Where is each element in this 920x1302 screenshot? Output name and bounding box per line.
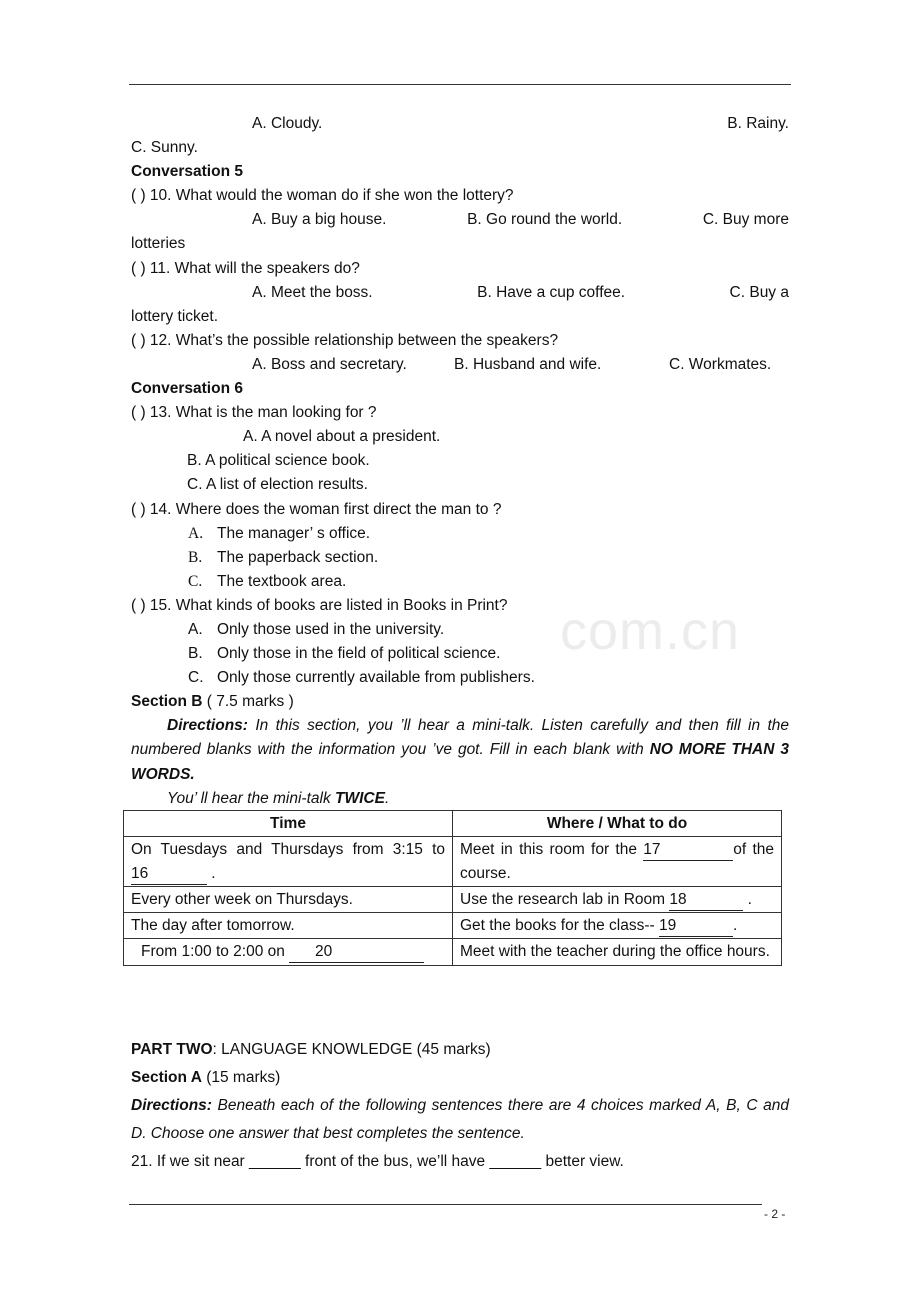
q10-options — [131, 208, 789, 232]
q15-option-b — [131, 642, 789, 666]
page-number: - 2 - — [764, 1207, 786, 1221]
part2-title-bold: PART TWO — [131, 1041, 213, 1058]
header-rule — [129, 84, 791, 85]
q14-letter-a: A. — [188, 524, 204, 542]
q13-option-b: B. A political science book. — [187, 452, 370, 470]
q11-option-c: C. Buy a — [729, 283, 789, 301]
table-row — [124, 887, 782, 913]
q21-text: 21. If we sit near ______ front of the bus, we’ll have ______ better view. — [131, 1153, 624, 1170]
q10-text: ( ) 10. What would the woman do if she won the lottery? — [131, 187, 514, 205]
conversation6-heading: Conversation 6 — [131, 380, 243, 398]
table-cell-time — [124, 939, 453, 965]
sectionB-heading — [131, 690, 789, 714]
q12-option-a: A. Boss and secretary. — [252, 355, 407, 373]
part-two — [131, 1036, 789, 1176]
q9-option-c: C. Sunny. — [131, 139, 198, 157]
table-row — [124, 939, 782, 965]
row2-what-post: . — [743, 891, 752, 909]
q14-letter-b: B. — [188, 548, 203, 566]
q11-text: ( ) 11. What will the speakers do? — [131, 259, 360, 277]
blank-17: 17 — [643, 840, 733, 861]
q13-option-c: C. A list of election results. — [187, 476, 368, 494]
sectionB-directions-label: Directions: — [167, 717, 248, 735]
minitalk-table — [123, 810, 782, 966]
blank-20-number: 20 — [315, 943, 333, 961]
sectionB-twice-pre: You’ ll hear the mini-talk — [167, 789, 336, 807]
row1-what-pre: Meet in this room for the — [460, 841, 644, 859]
table-header-time: Time — [124, 811, 453, 837]
table-row — [124, 913, 782, 939]
q15-letter-b: B. — [188, 645, 203, 663]
q14-text: ( ) 14. Where does the woman first direct the man to ? — [131, 500, 502, 518]
sectionB-marks: ( 7.5 marks ) — [202, 693, 294, 711]
blank-18: 18 — [669, 890, 743, 911]
table-cell-what — [453, 913, 782, 939]
part2-title — [131, 1036, 789, 1064]
footer-rule — [129, 1204, 762, 1205]
watermark: com.cn — [560, 601, 741, 661]
conversation5-heading: Conversation 5 — [131, 163, 243, 181]
sectionA-marks: (15 marks) — [201, 1069, 281, 1086]
table-cell-what: Meet with the teacher during the office hours. — [453, 939, 782, 965]
row3-what-pre: Get the books for the class-- — [460, 917, 660, 935]
q15-option-a — [131, 618, 789, 642]
listening-section — [131, 112, 789, 811]
q14-option-a — [131, 522, 789, 546]
q11-option-c-cont: lottery ticket. — [131, 307, 218, 325]
q14-option-b-text: The paperback section. — [217, 548, 379, 566]
q12-text: ( ) 12. What’s the possible relationship between the speakers? — [131, 331, 559, 349]
part2-sectionA — [131, 1064, 789, 1092]
part2-directions-text: Beneath each of the following sentences there are 4 choices marked A, B, C and D. Choose one answer that best completes the sentence. — [131, 1097, 789, 1142]
sectionB-twice — [131, 787, 789, 811]
sectionB-directions-bold: NO MORE THAN 3 WORDS. — [131, 741, 790, 783]
blank-19: 19 — [659, 916, 733, 937]
q14-letter-c: C. — [188, 572, 203, 590]
q12-option-b: B. Husband and wife. — [454, 355, 602, 373]
q15-letter-c: C. — [188, 669, 204, 687]
part2-title-rest: : LANGUAGE KNOWLEDGE (45 marks) — [212, 1041, 491, 1058]
q10-option-c-cont: lotteries — [131, 235, 186, 253]
q9-option-a: A. Cloudy. — [252, 115, 323, 132]
q9-options-row — [131, 112, 789, 136]
table-header-what: Where / What to do — [453, 811, 782, 837]
table-cell-what — [453, 887, 782, 913]
q11-options — [131, 281, 789, 305]
row2-what-pre: Use the research lab in Room — [460, 891, 670, 909]
q15-option-c-text: Only those currently available from publishers. — [217, 669, 535, 687]
q10-option-a: A. Buy a big house. — [252, 211, 387, 229]
q10-option-b: B. Go round the world. — [467, 211, 623, 229]
q12-options — [131, 353, 789, 377]
q9-option-b: B. Rainy. — [727, 115, 789, 132]
sectionB-twice-bold: TWICE — [335, 789, 385, 807]
part2-directions-label: Directions: — [131, 1097, 212, 1114]
row1-time-post: . — [207, 865, 216, 883]
sectionB-directions — [131, 714, 789, 786]
q15-text: ( ) 15. What kinds of books are listed in Books in Print? — [131, 596, 508, 614]
q15-option-c — [131, 666, 789, 690]
table-cell-time: Every other week on Thursdays. — [124, 887, 453, 913]
blank-16: 16 — [131, 864, 207, 885]
q11-option-a: A. Meet the boss. — [252, 283, 373, 301]
q12-option-c: C. Workmates. — [669, 355, 772, 373]
row4-time-pre: From 1:00 to 2:00 on — [141, 943, 290, 961]
q14-option-c — [131, 570, 789, 594]
q15-option-b-text: Only those in the field of political science. — [217, 645, 501, 663]
table-row — [124, 837, 782, 887]
row3-what-post: . — [733, 917, 738, 935]
q14-option-c-text: The textbook area. — [217, 572, 347, 590]
table-header-row — [124, 811, 782, 837]
sectionB-title: Section B — [131, 693, 203, 711]
table-cell-what — [453, 837, 782, 887]
q14-option-b — [131, 546, 789, 570]
q15-option-a-text: Only those used in the university. — [217, 620, 445, 638]
part2-directions — [131, 1092, 789, 1148]
sectionB-twice-post: . — [384, 789, 390, 807]
q11-option-b: B. Have a cup coffee. — [477, 283, 626, 301]
table-cell-time — [124, 837, 453, 887]
row1-what-post: of the course. — [460, 841, 774, 883]
row1-time-pre: On Tuesdays and Thursdays from 3:15 to — [131, 841, 445, 859]
q13-text: ( ) 13. What is the man looking for ? — [131, 404, 377, 422]
q13-option-a: A. A novel about a president. — [243, 428, 441, 446]
q15-letter-a: A. — [188, 620, 203, 638]
blank-20 — [289, 942, 424, 963]
table-cell-time: The day after tomorrow. — [124, 913, 453, 939]
sectionA-title: Section A — [131, 1069, 202, 1086]
sectionB-directions-text: In this section, you ’ll hear a mini-talk. Listen carefully and then fill in the numbered blanks with the information you ’ve got. Fill in each blank with — [131, 717, 789, 759]
q10-option-c: C. Buy more — [702, 211, 789, 229]
q14-option-a-text: The manager’ s office. — [217, 524, 371, 542]
